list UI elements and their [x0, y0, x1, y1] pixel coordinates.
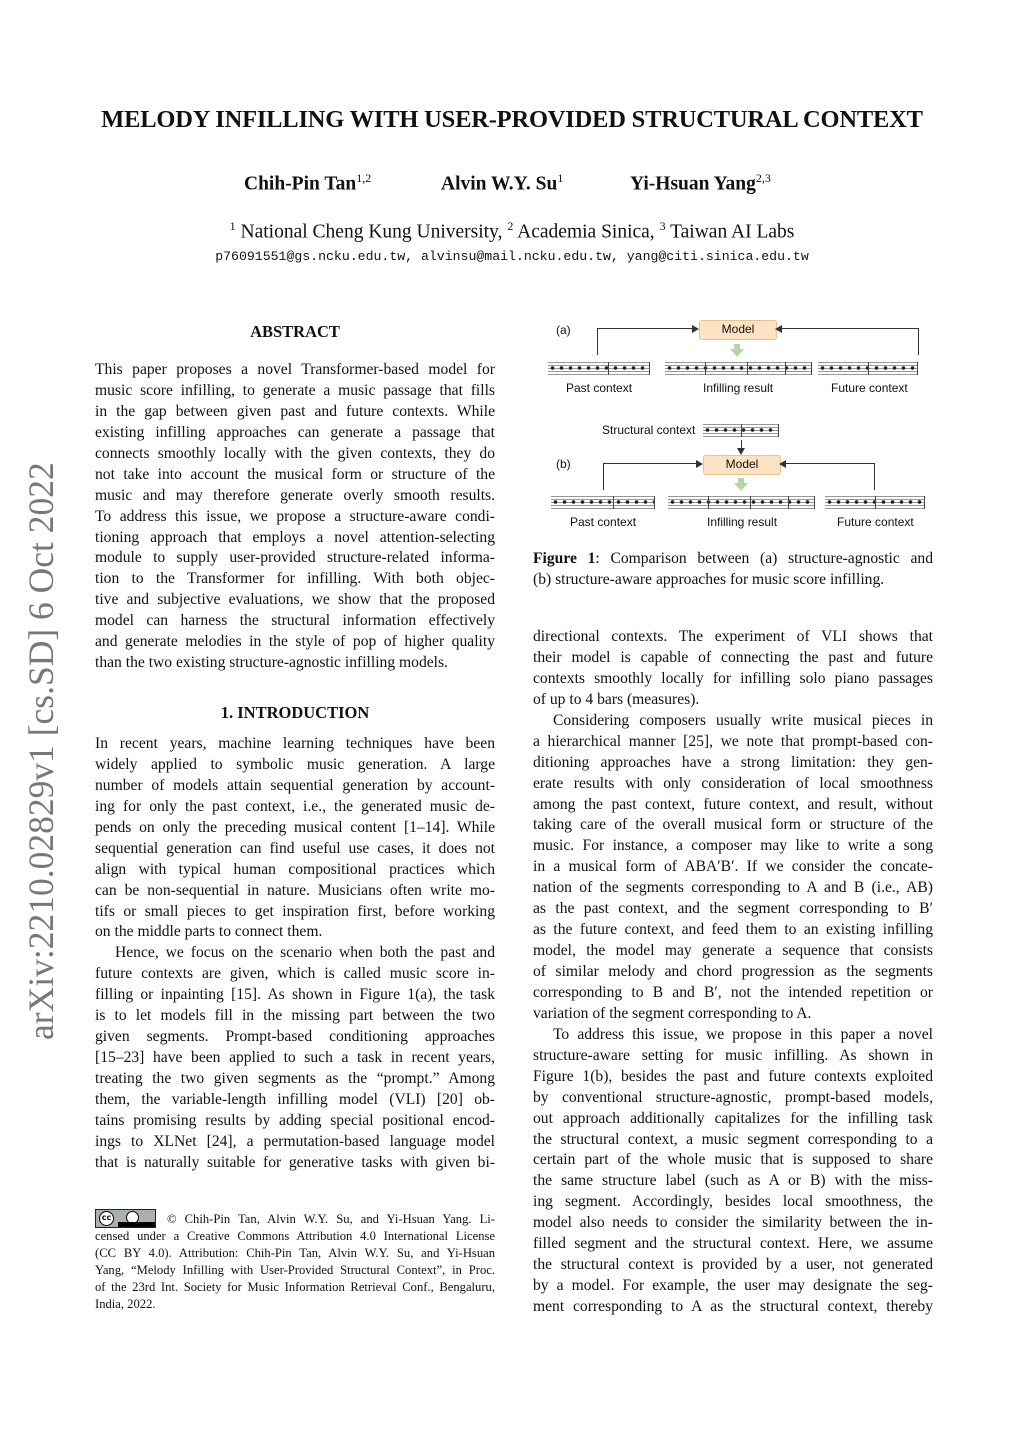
footnote-line: of the 23rd Int. Society for Music Information Retrieval Conf., Bengaluru,	[95, 1280, 495, 1294]
past-context-label: Past context	[566, 381, 633, 395]
arrowhead-icon	[775, 325, 782, 333]
affil-num: 2	[507, 219, 514, 233]
text-line: Considering composers usually write musical pieces in	[553, 711, 933, 729]
text-line: [15–23] have been applied to such a task in recent years,	[95, 1049, 495, 1067]
future-context-score	[825, 496, 925, 509]
text-line: their model is capable of connecting the past and future	[533, 648, 933, 666]
text-line: tifs or small pieces to get inspiration first, before working	[95, 902, 495, 920]
author-affil: 2,3	[755, 171, 771, 185]
text-line: nation of the segments corresponding to A and B (i.e., AB)	[533, 879, 933, 897]
arxiv-identifier: arXiv:2210.02829v1 [cs.SD] 6 Oct 2022	[21, 462, 61, 1040]
text-line: pends on only the preceding musical content [1–14]. While	[95, 818, 495, 836]
text-line: on the middle parts to connect them.	[95, 923, 323, 941]
text-line: music and may therefore generate overly smooth results.	[95, 486, 495, 504]
text-line: and generate melodies in the style of pop of higher quality	[95, 633, 495, 651]
arrow-line	[786, 463, 875, 464]
text-line: ing for only the past context, i.e., the generated music de-	[95, 797, 495, 815]
infilling-result-label: Infilling result	[703, 381, 774, 395]
text-line: Figure 1(b), besides the past and future contexts exploited	[533, 1067, 933, 1085]
author-name: Alvin W.Y. Su	[441, 173, 558, 195]
author-emails: p76091551@gs.ncku.edu.tw, alvinsu@mail.ncku.edu.tw, yang@citi.sinica.edu.tw	[215, 249, 809, 264]
text-line: model can harness the structural information effectively	[95, 612, 495, 630]
author-3	[630, 171, 771, 196]
arrow-line	[603, 463, 697, 464]
text-line: the structural context, a music segment corresponding to a	[533, 1130, 933, 1148]
arrow-line	[597, 328, 693, 329]
text-line: variation of the segment corresponding to A.	[533, 1004, 812, 1022]
text-line: among the past context, future context, and result, without	[533, 795, 933, 813]
footnote-line: Yang, “Melody Infilling with User-Provided Structural Context”, in Proc.	[95, 1263, 495, 1277]
affil-name: National Cheng Kung University,	[240, 221, 503, 243]
text-line: music score infilling, to generate a music passage that fills	[95, 381, 495, 399]
abstract-heading: ABSTRACT	[250, 322, 340, 341]
structural-context-score	[703, 424, 779, 437]
introduction-heading: 1. INTRODUCTION	[220, 703, 370, 722]
text-line: align with typical human compositional practices which	[95, 860, 495, 878]
text-line: by conventional structure-agnostic, prompt-based models,	[533, 1088, 933, 1106]
arrow-past-b	[603, 463, 604, 490]
caption-line: (b) structure-aware approaches for music score infilling.	[533, 570, 885, 588]
text-line: erate results with only consideration of local smoothness	[533, 774, 933, 792]
affil-name: Academia Sinica,	[517, 221, 655, 243]
arrow-line	[782, 328, 919, 329]
affiliations	[0, 219, 1024, 244]
arrowhead-icon	[737, 448, 745, 455]
text-line: widely applied to symbolic music generation. A large	[95, 755, 495, 773]
paper-title: MELODY INFILLING WITH USER-PROVIDED STRUCTURAL CONTEXT	[101, 106, 923, 133]
footnote-line: censed under a Creative Commons Attribution 4.0 International License	[95, 1229, 495, 1243]
text-line: filled segment and the structural context. Here, we assume	[533, 1235, 933, 1253]
text-line: not take into account the musical form or structure of the	[95, 465, 495, 483]
text-line: tion to the Transformer for infilling. With both objec-	[95, 570, 495, 588]
right-column-body	[533, 627, 933, 1318]
text-line: of up to 4 bars (measures).	[533, 690, 700, 708]
past-context-score	[551, 496, 655, 509]
text-line: a hierarchical manner [25], we note that prompt-based con-	[533, 732, 933, 750]
text-line: Hence, we focus on the scenario when both the past and	[115, 944, 495, 962]
arrow-future-a	[918, 328, 919, 355]
caption-line	[533, 548, 933, 569]
text-line: certain part of the whole music that is supposed to share	[533, 1151, 933, 1169]
caption-text: : Comparison between (a) structure-agnostic and	[595, 550, 934, 567]
text-line: future contexts are given, which is called music score in-	[95, 965, 495, 983]
infilling-result-score	[665, 362, 812, 375]
arrowhead-icon	[696, 460, 703, 468]
footnote-line: India, 2022.	[95, 1297, 156, 1311]
text-line: that is naturally suitable for generative tasks with given bi-	[95, 1153, 495, 1171]
arrowhead-icon	[779, 460, 786, 468]
text-line: tains promising results by adding special positional encod-	[95, 1111, 495, 1129]
green-arrow-icon	[730, 349, 744, 357]
text-line: module to supply user-provided structure-related informa-	[95, 549, 495, 567]
author-1	[244, 171, 371, 196]
future-context-label: Future context	[831, 381, 908, 395]
text-line: out approach additionally capitalizes for the infilling task	[533, 1109, 933, 1127]
author-affil: 1	[557, 171, 564, 185]
text-line: in a musical form of ABA′B′. If we consider the concate-	[533, 858, 933, 876]
text-line: existing infilling approaches can generate a passage that	[95, 423, 495, 441]
model-box-a: Model	[699, 320, 777, 340]
text-line: number of models attain sequential generation by account-	[95, 776, 495, 794]
caption-label: Figure 1	[533, 550, 596, 567]
abstract-body	[95, 360, 495, 674]
green-arrow-icon	[734, 483, 748, 491]
panel-b-label: (b)	[556, 457, 571, 471]
text-line: corresponding to B and B′, not the intended repetition or	[533, 983, 933, 1001]
arrow-past-a	[597, 328, 598, 355]
author-affil: 1,2	[356, 171, 372, 185]
text-line: taking care of the overall musical form or structure of the	[533, 816, 933, 834]
structural-context-label: Structural context	[602, 423, 696, 437]
infilling-result-label: Infilling result	[707, 515, 778, 529]
text-line: them, the variable-length infilling model (VLI) [20] ob-	[95, 1090, 495, 1108]
text-line: connects smoothly locally with the given contexts, they do	[95, 444, 495, 462]
text-line: In recent years, machine learning techniques have been	[95, 735, 495, 752]
footnote-line: (CC BY 4.0). Attribution: Chih-Pin Tan, Alvin W.Y. Su, and Yi-Hsuan	[95, 1246, 495, 1260]
arrowhead-icon	[692, 325, 699, 333]
footnote-line: © Chih-Pin Tan, Alvin W.Y. Su, and Yi-Hsuan Yang. Li-	[167, 1212, 495, 1226]
text-line: can be non-sequential in nature. Musicians often write mo-	[95, 881, 495, 899]
affil-name: Taiwan AI Labs	[670, 221, 795, 243]
text-line: To address this issue, we propose in this paper a novel	[553, 1025, 933, 1043]
affil-num: 1	[229, 219, 236, 233]
author-2	[441, 171, 563, 196]
infilling-result-score	[668, 496, 815, 509]
text-line: is to let models fill in the missing part between the two	[95, 1007, 495, 1025]
copyright-footnote	[95, 1211, 495, 1313]
text-line: given segments. Prompt-based conditioning approaches	[95, 1028, 495, 1046]
text-line: of similar melody and chord progression as the segments	[533, 963, 933, 980]
future-context-score	[818, 362, 918, 375]
past-context-label: Past context	[570, 515, 637, 529]
past-context-score	[548, 362, 650, 375]
text-line: treating the two given segments as the “prompt.” Among	[95, 1070, 495, 1087]
text-line: as the past context, and the segment corresponding to B′	[533, 900, 933, 918]
text-line: contexts smoothly locally for infilling solo piano passages	[533, 669, 933, 687]
arrow-future-b	[874, 463, 875, 490]
figure-caption	[533, 548, 933, 590]
text-line: music. For instance, a composer may like to write a song	[533, 837, 933, 855]
text-line: the same structure label (such as A or B) with the miss-	[533, 1172, 933, 1190]
text-line: as the future context, and feed them to an existing infilling	[533, 921, 933, 939]
text-line: directional contexts. The experiment of VLI shows that	[533, 628, 933, 645]
panel-a-label: (a)	[556, 323, 571, 337]
text-line: This paper proposes a novel Transformer-based model for	[95, 361, 495, 378]
text-line: sequential generation can find useful use cases, it does not	[95, 839, 495, 857]
text-line: ing segment. Accordingly, besides local smoothness, the	[533, 1193, 933, 1211]
text-line: tioning approach that employs a novel attention-selecting	[95, 528, 495, 546]
text-line: filling or inpainting [15]. As shown in Figure 1(a), the task	[95, 986, 495, 1004]
introduction-body	[95, 734, 495, 1174]
text-line: the structural context is provided by a user, not generated	[533, 1256, 933, 1274]
future-context-label: Future context	[837, 515, 914, 529]
author-name: Chih-Pin Tan	[244, 173, 357, 195]
text-line: than the two existing structure-agnostic infilling models.	[95, 654, 448, 672]
text-line: ditioning approaches have a strong limitation: they gen-	[533, 753, 933, 771]
author-name: Yi-Hsuan Yang	[630, 173, 756, 195]
text-line: model, the model may generate a sequence that consists	[533, 942, 933, 960]
text-line: To address this issue, we propose a structure-aware condi-	[95, 507, 495, 525]
model-box-b: Model	[703, 455, 781, 475]
text-line: structure-aware setting for music infilling. As shown in	[533, 1046, 933, 1064]
cc-icon: cc	[99, 1211, 114, 1226]
text-line: ment corresponding to A as the structural context, thereby	[533, 1298, 933, 1315]
text-line: by a model. For example, the user may designate the seg-	[533, 1277, 933, 1295]
affil-num: 3	[659, 219, 666, 233]
text-line: in the gap between given past and future contexts. While	[95, 402, 495, 420]
text-line: tive and subjective evaluations, we show that the proposed	[95, 591, 495, 609]
text-line: model also needs to consider the similarity between the in-	[533, 1214, 933, 1232]
text-line: ings to XLNet [24], a permutation-based language model	[95, 1132, 495, 1150]
